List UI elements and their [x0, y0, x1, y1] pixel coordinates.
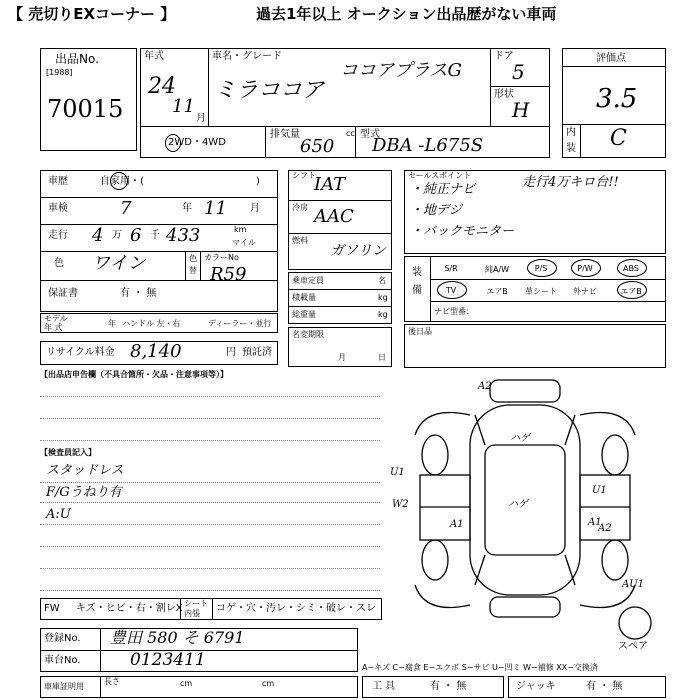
inspection-year: 7	[120, 198, 132, 219]
history-label: 車歴	[48, 176, 68, 187]
damage-mark-8: A1	[588, 517, 602, 528]
displacement-label: 排気量	[270, 129, 300, 140]
certificate-length: 長さ	[104, 677, 120, 686]
equipment-label-bottom: 備	[412, 285, 422, 296]
sales-point-item-1: ・純正ナビ	[410, 182, 476, 197]
model-value: DBA -L675S	[372, 135, 484, 156]
mileage-rest: 433	[166, 225, 201, 246]
interior-label-top: 内	[566, 127, 576, 138]
rear-bumper	[490, 597, 560, 617]
handle-options: ハンドル 左・右	[122, 319, 181, 328]
circle-pw	[571, 259, 601, 277]
jack-options: 有 ・ 無	[586, 681, 623, 692]
drive-type: 2WD・4WD	[168, 137, 226, 148]
model-year-unit: 年	[108, 319, 116, 328]
displacement-unit: cc	[346, 129, 355, 138]
fw-seat-bottom: 内張	[184, 609, 200, 618]
equipment-label-top: 装	[412, 267, 422, 278]
damage-mark-10: AU1	[622, 579, 645, 590]
load-unit: kg	[378, 293, 388, 302]
certificate-label: 車庫証明用	[44, 682, 84, 691]
damage-mark-9: A2	[598, 523, 612, 534]
tools-options: 有 ・ 無	[430, 681, 467, 692]
equip-alloy: 純A/W	[484, 265, 510, 274]
front-fenders	[415, 413, 635, 436]
year-label: 年式	[144, 51, 164, 62]
damage-mark-4: W2	[392, 499, 409, 510]
spare-label: スペア	[618, 641, 648, 652]
mileage-sen: 6	[130, 225, 142, 246]
aircon-label: 冷房	[292, 203, 308, 212]
mileage-unit-km: km	[234, 225, 247, 234]
mileage-man-unit: 万	[112, 230, 122, 241]
color-value: ワイン	[92, 253, 146, 274]
certificate-cm-1: cm	[180, 679, 193, 688]
lot-small-number: [1988]	[46, 68, 73, 77]
damage-mark-6: U1	[592, 485, 607, 496]
header-corner-label: 【 売切りEXコーナー 】	[8, 5, 176, 23]
history-close: )	[256, 176, 260, 187]
interior-value: C	[610, 126, 627, 151]
load-label: 積載量	[292, 293, 316, 302]
chassis-value: 0123411	[130, 650, 206, 670]
fw-label: FW	[44, 603, 60, 614]
car-name-value: ミラココア	[214, 78, 325, 103]
fuel-label: 燃料	[292, 236, 308, 245]
year-value: 24	[148, 74, 176, 99]
model-year-label-bottom: 年 式	[44, 323, 63, 332]
name-change-label: 名変期限	[292, 330, 324, 339]
warranty-label: 保証書	[48, 288, 78, 299]
damage-mark-2: ハゲ	[510, 433, 530, 444]
weight-label: 総重量	[292, 310, 316, 319]
spare-tire	[619, 607, 651, 639]
month-value: 11	[172, 96, 195, 117]
color-side-top: 色	[189, 254, 197, 263]
shift-label: シフト	[292, 171, 316, 180]
damage-mark-3: U1	[390, 467, 405, 478]
circle-airbag-2	[617, 281, 647, 299]
weight-unit: kg	[378, 310, 388, 319]
navi-model-label: ナビ型番：	[434, 307, 474, 316]
fw-seat-top: シート	[184, 599, 208, 608]
remarks-box	[404, 324, 666, 368]
circle-tv	[437, 281, 467, 299]
equip-ext-navi: 外ナビ	[573, 287, 597, 296]
equip-sr: S/R	[444, 264, 458, 273]
lot-label: 出品No.	[55, 52, 99, 66]
circle-abs	[617, 259, 647, 277]
damage-mark-5: ハゲ	[508, 499, 528, 510]
wheel-front-right	[602, 435, 628, 475]
wheel-front-left	[422, 435, 448, 475]
damage-legend: A−キズ C−腐食 E−エクボ S−サビ U−凹ミ W−補修 XX−交換済	[362, 663, 598, 672]
color-side-bottom: 替	[189, 266, 197, 275]
model-year-label-top: モデル	[44, 314, 68, 323]
mileage-sen-unit: 千	[150, 230, 160, 241]
mileage-unit-mile: マイル	[232, 238, 256, 247]
fw-seat-items: コゲ・穴・汚レ・シミ・破レ・スレ	[216, 603, 376, 614]
history-options: 自家用・(	[100, 176, 144, 187]
sales-point-extra: 走行4万キロ台!!	[522, 175, 619, 190]
seller-notes-label: 【出品店申告欄（不具合箇所・欠品・注意事項等）】	[40, 370, 228, 379]
damage-mark-7: A1	[450, 519, 464, 530]
car-damage-diagram	[390, 375, 680, 652]
color-no-value: R59	[210, 264, 247, 285]
color-no-label: カラーNo	[204, 253, 239, 262]
inspection-month: 11	[204, 198, 227, 219]
equip-tv: TV	[445, 286, 457, 295]
inspector-note-2: F/Gうねり有	[46, 485, 122, 500]
shape-value: H	[512, 98, 530, 122]
history-circle	[110, 172, 128, 190]
doors-value: 5	[512, 60, 525, 84]
rating-label: 評価点	[596, 53, 626, 64]
equip-airbag-2: エアB	[620, 287, 642, 296]
registration-label: 登録No.	[44, 633, 81, 644]
lot-number-box	[40, 48, 137, 151]
fw-items: キズ・ヒビ・右・割レX	[76, 603, 183, 614]
color-label: 色	[54, 258, 64, 269]
car-name-label: 車名・グレード	[212, 51, 282, 62]
doors-label: ドア	[494, 51, 514, 62]
rating-value: 3.5	[596, 84, 638, 114]
mileage-label: 走行	[48, 230, 68, 241]
mileage-man: 4	[92, 225, 104, 246]
certificate-box	[40, 676, 358, 698]
inspection-label: 車検	[48, 203, 68, 214]
front-bumper	[490, 380, 560, 402]
damage-mark-1: A2	[478, 381, 492, 392]
inspector-note-1: スタッドレス	[46, 463, 124, 478]
fuel-value: ガソリン	[330, 243, 386, 259]
equip-pw: P/W	[577, 264, 593, 273]
rear-fenders	[415, 585, 635, 608]
certificate-cm-2: cm	[262, 679, 275, 688]
warranty-options: 有 ・ 無	[120, 288, 157, 299]
displacement-value: 650	[300, 136, 335, 157]
tools-label: 工 具	[372, 681, 396, 692]
inspection-month-unit: 月	[250, 203, 260, 214]
equip-abs: ABS	[623, 264, 639, 273]
shape-label: 形状	[494, 89, 514, 100]
wheel-rear-left	[422, 540, 448, 580]
sales-point-label: セールスポイント	[408, 171, 472, 180]
recycle-value: 8,140	[130, 341, 182, 362]
sales-point-item-2: ・地デジ	[410, 203, 462, 218]
dealer-options: ディーラー・並行	[208, 319, 272, 328]
name-change-day: 日	[378, 353, 386, 362]
capacity-unit: 名	[378, 276, 386, 285]
inspector-note-3: A:U	[46, 507, 71, 522]
inspection-year-unit: 年	[182, 203, 192, 214]
lot-number: 70015	[47, 95, 124, 123]
interior-label-bottom: 装	[566, 143, 576, 154]
jack-label: ジャッキ	[516, 681, 556, 692]
wheel-rear-right	[602, 540, 628, 580]
month-unit: 月	[196, 113, 206, 124]
registration-value: 豊田 580 そ 6791	[110, 628, 245, 647]
remarks-label: 後日品	[408, 327, 432, 336]
drive-circle	[165, 134, 181, 152]
circle-ps	[527, 259, 557, 277]
inspector-label: 【検査員記入】	[40, 448, 96, 457]
grade-value: ココアプラスG	[340, 60, 462, 81]
model-label: 型式	[360, 129, 380, 140]
aircon-value: AAC	[314, 206, 354, 227]
equip-airbag: エアB	[486, 287, 508, 296]
recycle-label: リサイクル料金	[46, 347, 115, 358]
equip-leather: 革シート	[525, 287, 557, 296]
name-change-month: 月	[338, 353, 346, 362]
recycle-deposit: 預託済	[242, 347, 272, 358]
header-description: 過去1年以上 オークション出品歴がない車両	[256, 5, 557, 23]
sales-point-item-3: ・バックモニター	[410, 224, 515, 239]
shift-value: IAT	[314, 174, 346, 195]
equip-ps: P/S	[534, 264, 548, 273]
recycle-unit: 円	[226, 347, 236, 358]
capacity-label: 乗車定員	[292, 276, 324, 285]
chassis-label: 車台No.	[44, 655, 81, 666]
